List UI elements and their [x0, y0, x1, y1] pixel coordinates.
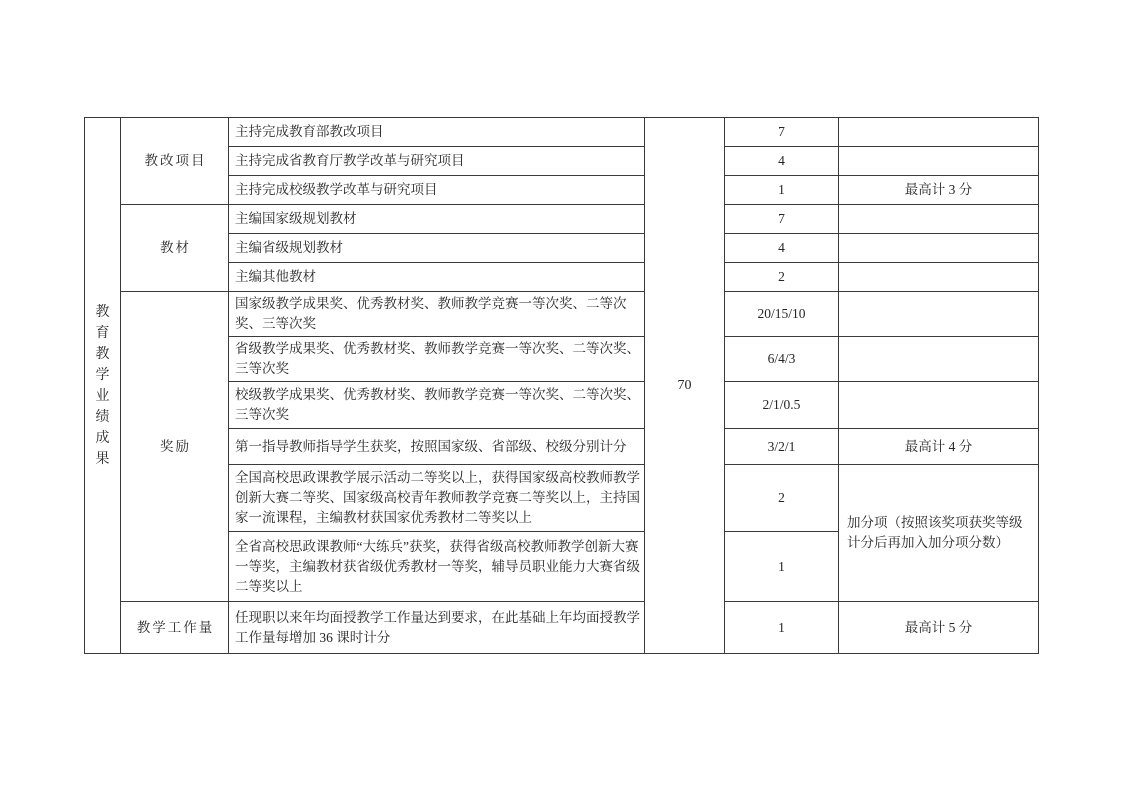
- table-row: [85, 176, 1039, 205]
- score-cell: 2: [725, 465, 839, 532]
- table-row: [85, 382, 1039, 429]
- desc-cell: 校级教学成果奖、优秀教材奖、教师教学竞赛一等次奖、二等次奖、三等次奖: [229, 382, 645, 429]
- desc-cell: 主编省级规划教材: [229, 234, 645, 263]
- score-cell: 20/15/10: [725, 292, 839, 337]
- table-row: [85, 337, 1039, 382]
- score-cell: 7: [725, 205, 839, 234]
- note-cell: [839, 263, 1039, 292]
- score-cell: 1: [725, 532, 839, 602]
- note-cell: [839, 337, 1039, 382]
- table-row: [85, 429, 1039, 465]
- note-cell: [839, 205, 1039, 234]
- table-row: [85, 292, 1039, 337]
- table-row: [85, 205, 1039, 234]
- score-cell: 7: [725, 118, 839, 147]
- table-row: [85, 263, 1039, 292]
- note-cell: [839, 382, 1039, 429]
- category-cell-awards: 奖励: [121, 292, 229, 602]
- desc-cell: 省级教学成果奖、优秀教材奖、教师教学竞赛一等次奖、二等次奖、三等次奖: [229, 337, 645, 382]
- group-title: 教育教学业绩成果: [95, 304, 110, 467]
- desc-cell: 主持完成省教育厅教学改革与研究项目: [229, 147, 645, 176]
- note-cell: 最高计 4 分: [839, 429, 1039, 465]
- note-cell-bonus: 加分项（按照该奖项获奖等级计分后再加入加分项分数）: [839, 465, 1039, 602]
- desc-cell: 全国高校思政课教学展示活动二等奖以上，获得国家级高校教师教学创新大赛二等奖、国家级高校青年教师教学竞赛二等奖以上，主持国家一流课程，主编教材获国家优秀教材二等奖以上: [229, 465, 645, 532]
- score-cell: 6/4/3: [725, 337, 839, 382]
- note-cell: [839, 292, 1039, 337]
- score-cell: 1: [725, 602, 839, 654]
- category-cell-teaching-workload: 教学工作量: [121, 602, 229, 654]
- score-cell: 2/1/0.5: [725, 382, 839, 429]
- desc-cell: 主编国家级规划教材: [229, 205, 645, 234]
- desc-cell: 全省高校思政课教师“大练兵”获奖，获得省级高校教师教学创新大赛一等奖，主编教材获省级优秀教材一等奖，辅导员职业能力大赛省级二等奖以上: [229, 532, 645, 602]
- note-cell: [839, 147, 1039, 176]
- desc-cell: 任现职以来年均面授教学工作量达到要求，在此基础上年均面授教学工作量每增加 36 课时计分: [229, 602, 645, 654]
- desc-cell: 主持完成校级教学改革与研究项目: [229, 176, 645, 205]
- category-cell-reform-projects: 教改项目: [121, 118, 229, 205]
- note-cell: 最高计 3 分: [839, 176, 1039, 205]
- table-row: [85, 465, 1039, 532]
- note-cell: [839, 234, 1039, 263]
- note-cell: [839, 118, 1039, 147]
- table-row: [85, 602, 1039, 654]
- score-cell: 1: [725, 176, 839, 205]
- score-criteria-table: [84, 117, 1039, 654]
- desc-cell: 主编其他教材: [229, 263, 645, 292]
- score-cell: 4: [725, 147, 839, 176]
- table-row: [85, 234, 1039, 263]
- table-row: [85, 118, 1039, 147]
- score-cell: 4: [725, 234, 839, 263]
- score-cell: 2: [725, 263, 839, 292]
- note-cell: 最高计 5 分: [839, 602, 1039, 654]
- desc-cell: 国家级教学成果奖、优秀教材奖、教师教学竞赛一等次奖、二等次奖、三等次奖: [229, 292, 645, 337]
- group-title-cell: [85, 118, 121, 654]
- desc-cell: 主持完成教育部教改项目: [229, 118, 645, 147]
- table-row: [85, 147, 1039, 176]
- total-score-cell: 70: [645, 118, 725, 654]
- desc-cell: 第一指导教师指导学生获奖，按照国家级、省部级、校级分别计分: [229, 429, 645, 465]
- score-cell: 3/2/1: [725, 429, 839, 465]
- category-cell-textbooks: 教材: [121, 205, 229, 292]
